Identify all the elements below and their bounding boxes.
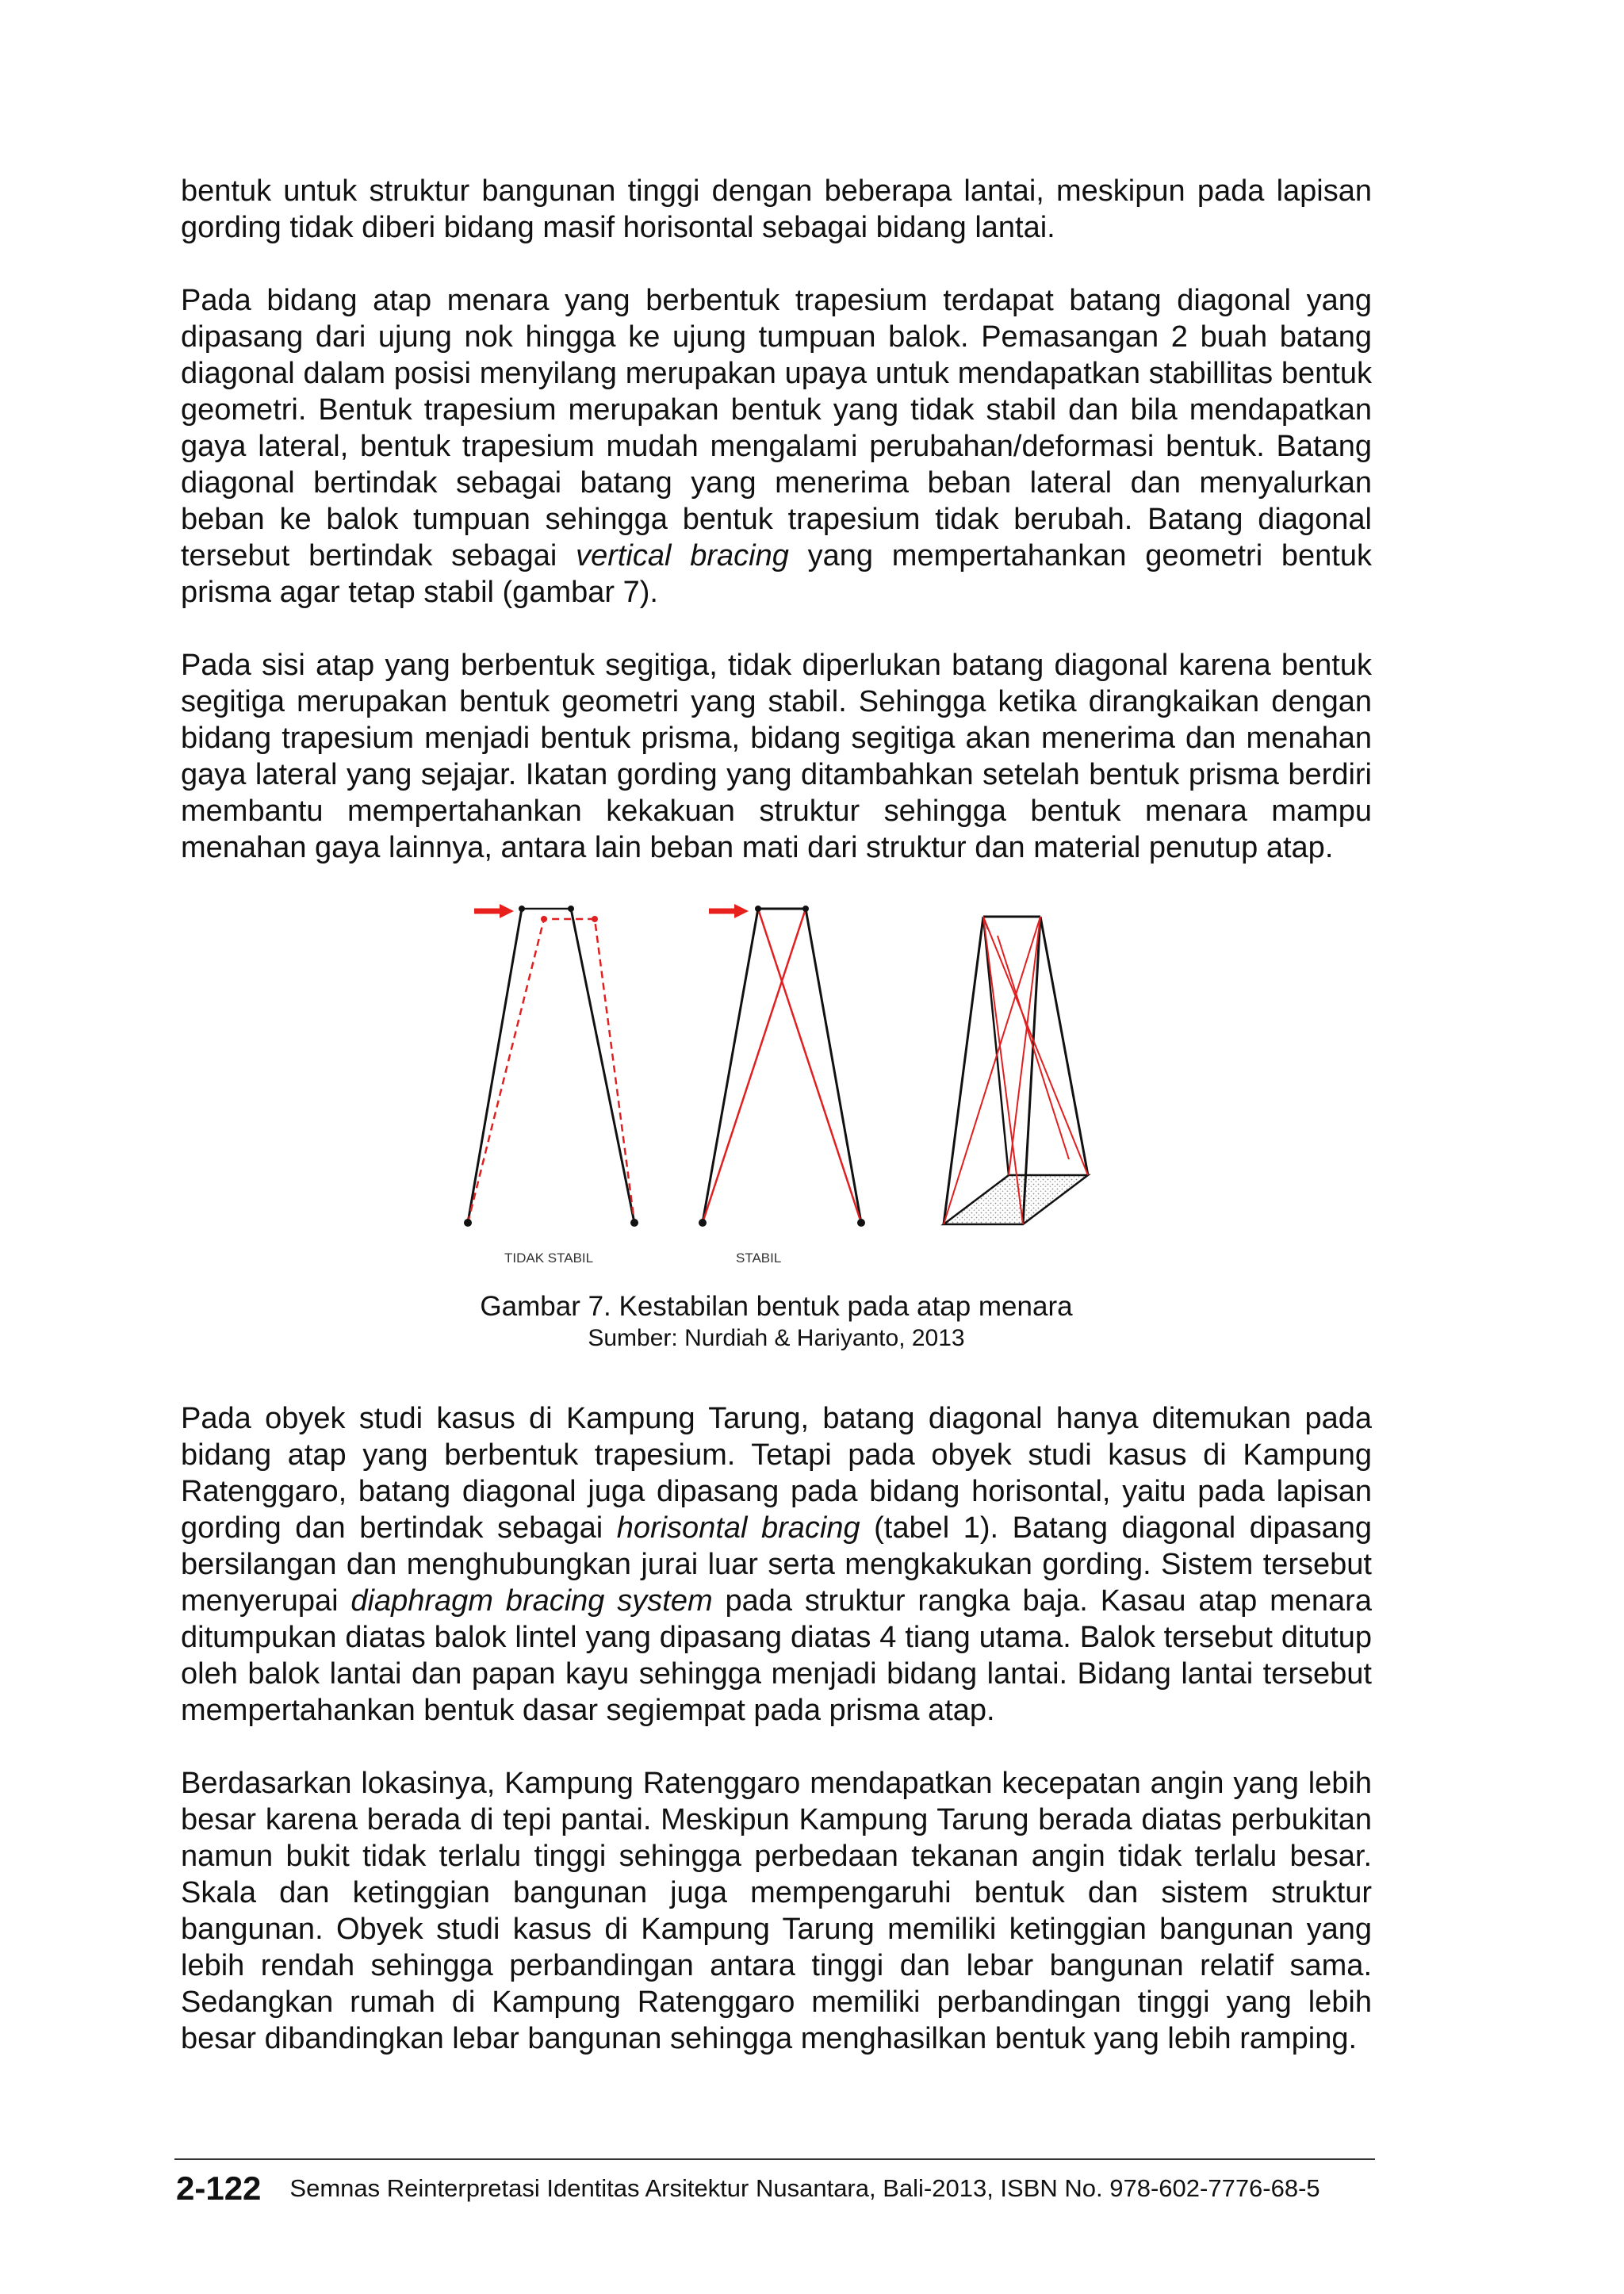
rafter [944,917,983,1224]
node [519,906,525,912]
body-text [181,173,1372,2093]
paragraph-4-text-b: (tabel 1). Batang diagonal dipasang bersilangan dan menghubungkan jurai luar serta mengkakukan gording. Sistem tersebut menyerupai [181,1511,1372,1618]
ridge-depth [983,906,998,917]
paragraph-2 [181,282,1372,611]
diagonal-brace-1 [758,909,861,1223]
label-unstable: TIDAK STABIL [504,1250,594,1266]
trapezium-unstable [464,904,638,1266]
node [592,916,598,922]
lateral-force-arrowhead-2 [734,904,749,918]
node [568,906,574,912]
lateral-force-arrowhead-1 [500,904,514,918]
node [802,906,809,912]
paragraph-3: Pada sisi atap yang berbentuk segitiga, tidak diperlukan batang diagonal karena bentuk segitiga merupakan bentuk geometri yang stabil. Sehingga ketika dirangkaikan dengan bidang trapesium menjadi bentuk prisma, bidang segitiga akan menerima dan menahan gaya lateral yang sejajar. Ikatan gording yang ditambahkan setelah bentuk prisma berdiri membantu mempertahankan kekakuan struktur sehingga bentuk menara mampu menahan gaya lainnya, antara lain beban mati dari struktur dan material penutup atap. [181,649,1372,864]
rafter [1040,917,1088,1175]
paragraph-4-text-a: Pada obyek studi kasus di Kampung Tarung, batang diagonal hanya ditemukan pada bidang atap yang berbentuk trapesium. Tetapi pada obyek studi kasus di Kampung Ratenggaro, batang diagonal juga dipasang pada bidang horisontal, yaitu pada lapisan gording dan bertindak sebagai [181,1402,1372,1545]
conference-info: Semnas Reinterpretasi Identitas Arsitektur Nusantara, Bali-2013, ISBN No. 978-602-7776-68-5 [289,2174,1320,2202]
footer-divider [174,2158,1375,2160]
node [755,906,761,912]
figure-7 [181,898,1372,1270]
paragraph-1: bentuk untuk struktur bangunan tinggi dengan beberapa lantai, meskipun pada lapisan gording tidak diberi bidang masif horisontal sebagai bidang lantai. [181,174,1372,244]
roof-prism [944,906,1088,1224]
paragraph-2-emphasis: vertical bracing [576,539,789,573]
paragraph-2-text-a: Pada bidang atap menara yang berbentuk trapesium terdapat batang diagonal yang dipasang dari ujung nok hingga ke ujung tumpuan balok. Pemasangan 2 buah batang diagonal dalam posisi menyilang merupakan upaya untuk mendapatkan stabillitas bentuk geometri. Bentuk trapesium merupakan bentuk yang tidak stabil dan bila mendapatkan gaya lateral, bentuk trapesium mudah mengalami perubahan/deformasi bentuk. Batang diagonal bertindak sebagai batang yang menerima beban lateral dan menyalurkan beban ke balok tumpuan sehingga bentuk trapesium tidak berubah. Batang diagonal tersebut bertindak sebagai [181,284,1372,573]
page-footer [176,2165,1377,2212]
node [630,1219,638,1227]
figure-7-diagram [181,898,1372,1270]
paragraph-4-text-c: pada struktur rangka baja. Kasau atap menara ditumpukan diatas balok lintel yang dipasang diatas 4 tiang utama. Balok tersebut ditutup oleh balok lantai dan papan kayu sehingga menjadi bidang lantai. Bidang lantai tersebut mempertahankan bentuk dasar segiempat pada prisma atap. [181,1584,1372,1727]
paragraph-4-emphasis-1: horisontal bracing [616,1511,860,1545]
stable-frame [703,909,861,1223]
node [699,1219,707,1227]
figure-caption-title: Gambar 7. Kestabilan bentuk pada atap menara [480,1291,1073,1322]
paragraph-4 [181,1400,1372,1729]
page-number: 2-122 [176,2170,262,2207]
node [541,916,547,922]
rafter [983,917,1009,1175]
prism-base [944,1175,1088,1224]
original-frame [468,909,634,1223]
figure-caption [181,1289,1372,1353]
trapezium-stable [699,904,865,1266]
paragraph-4-emphasis-2: diaphragm bracing system [350,1584,713,1618]
paragraph-5: Berdasarkan lokasinya, Kampung Ratenggaro mendapatkan kecepatan angin yang lebih besar karena berada di tepi pantai. Meskipun Kampung Tarung berada diatas perbukitan namun bukit tidak terlalu tinggi sehingga perbedaan tekanan angin tidak terlalu besar. Skala dan ketinggian bangunan juga mempengaruhi bentuk dan sistem struktur bangunan. Obyek studi kasus di Kampung Tarung memiliki ketinggian bangunan yang lebih rendah sehingga perbandingan antara tinggi dan lebar bangunan relatif sama. Sedangkan rumah di Kampung Ratenggaro memiliki perbandingan tinggi yang lebih besar dibandingkan lebar bangunan sehingga menghasilkan bentuk yang lebih ramping. [181,1767,1372,2055]
label-stable: STABIL [736,1250,782,1266]
paragraph-2-text-b: yang mempertahankan geometri bentuk prisma agar tetap stabil (gambar 7). [181,539,1372,609]
figure-caption-source: Sumber: Nurdiah & Hariyanto, 2013 [588,1325,965,1351]
node [464,1219,472,1227]
node [857,1219,865,1227]
diagonal-brace-2 [703,909,806,1223]
